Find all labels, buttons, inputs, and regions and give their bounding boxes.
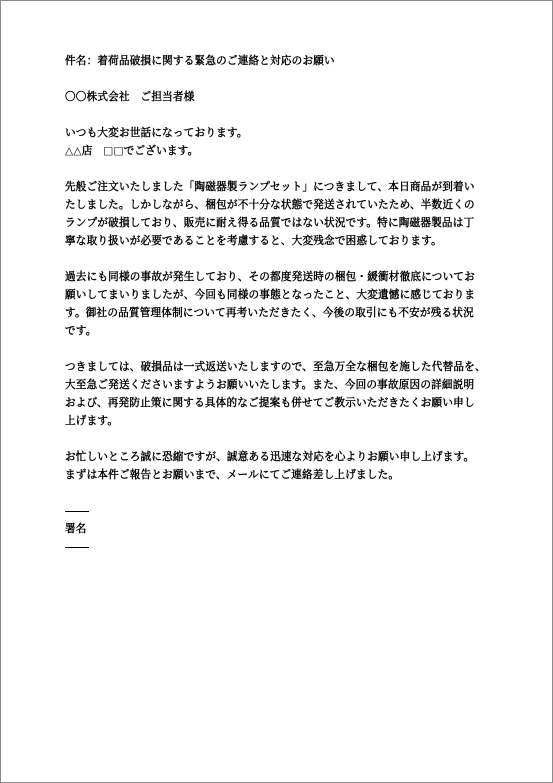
- signature-rule-bottom: [65, 547, 89, 548]
- text-line: お忙しいところ誠に恐縮ですが、誠意ある迅速な対応を心よりお願い申し上げます。: [65, 451, 475, 463]
- text-line: です。: [65, 325, 97, 337]
- text-line: 上げます。: [65, 415, 119, 427]
- signature-rule-top: [65, 511, 89, 512]
- text-line: および、再発防止策に関する具体的なご提案も併せてご教示いただきたくお願い申し: [65, 397, 475, 409]
- greeting-line: いつも大変お世話になっております。: [65, 127, 248, 139]
- paragraph-closing: [65, 448, 497, 484]
- greeting-block: [65, 124, 497, 160]
- subject-line: 件名：着荷品破損に関する緊急のご連絡と対応のお願い: [65, 55, 335, 67]
- paragraph-damage-report: [65, 178, 497, 250]
- signature-label: 署名: [65, 523, 87, 535]
- text-line: つきましては、破損品は一式返送いたしますので、至急万全な梱包を施した代替品を、: [65, 361, 486, 373]
- signature-block: [65, 511, 497, 548]
- sender-line: △△店 □□でございます。: [65, 145, 199, 157]
- text-line: 願いしてまいりましたが、今回も同様の事態となったこと、大変遺憾に感じておりま: [65, 289, 476, 301]
- text-line: 大至急ご発送くださいますようお願いいたします。また、今回の事故原因の詳細説明: [65, 379, 475, 391]
- paragraph-past-incidents: [65, 268, 497, 340]
- text-line: 先般ご注文いたしました「陶磁器製ランプセット」につきまして、本日商品が到着い: [65, 181, 475, 193]
- text-line: 寧な取り扱いが必要であることを考慮すると、大変残念で困惑しております。: [65, 235, 442, 247]
- text-line: まずは本件ご報告とお願いまで、メールにてご連絡差し上げました。: [65, 469, 400, 481]
- text-line: たしました。しかしながら、梱包が不十分な状態で発送されていたため、半数近くの: [65, 199, 475, 211]
- paragraph-requests: [65, 358, 497, 430]
- text-line: す。御社の品質管理体制について再考いただきたく、今後の取引にも不安が残る状況: [65, 307, 474, 319]
- letter-body: [65, 52, 497, 556]
- addressee-line: 〇〇株式会社 ご担当者様: [65, 91, 195, 103]
- text-line: ランプが破損しており、販売に耐え得る品質ではない状況です。特に陶磁器製品は丁: [65, 217, 475, 229]
- text-line: 過去にも同様の事故が発生しており、その都度発送時の梱包・緩衝材徹底についてお: [65, 271, 475, 283]
